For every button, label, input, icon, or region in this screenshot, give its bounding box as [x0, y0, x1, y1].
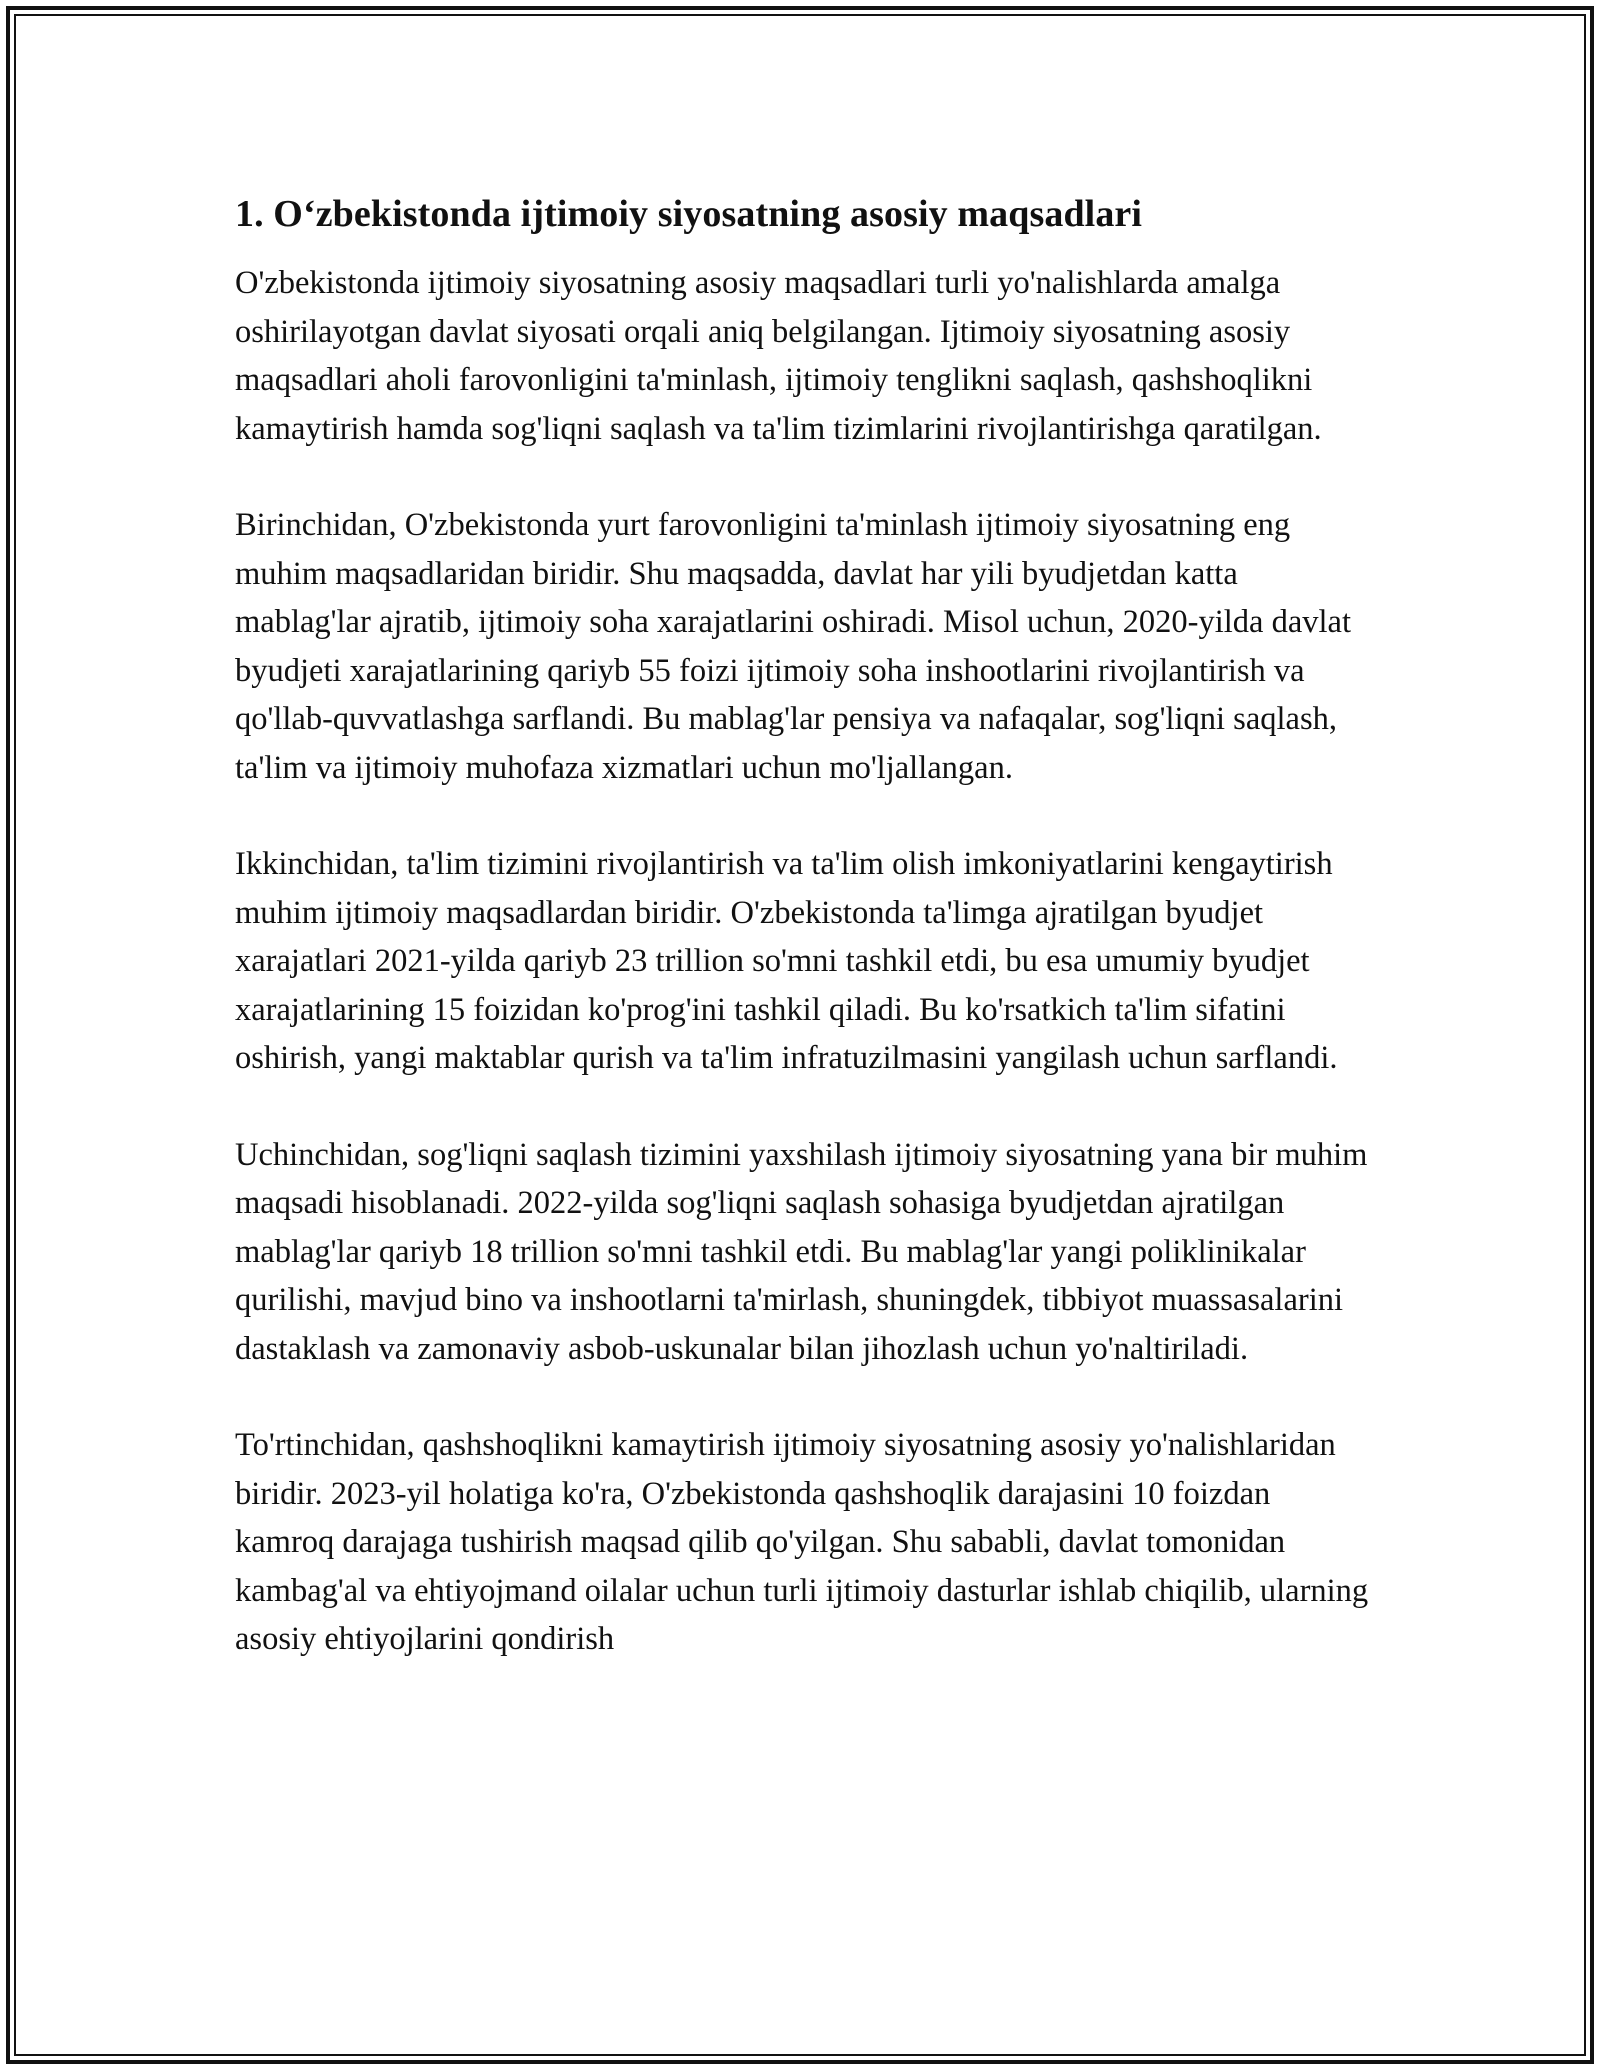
document-body [235, 183, 1375, 1712]
paragraph-first-point: Birinchidan, O'zbekistonda yurt farovonligini ta'minlash ijtimoiy siyosatning eng muhim maqsadlaridan biridir. Shu maqsadda, davlat har yili byudjetdan katta mablag'lar ajratib, ijtimoiy soha xarajatlarini oshiradi. Misol uchun, 2020-yilda davlat byudjeti xarajatlarining qariyb 55 foizi ijtimoiy soha inshootlarini rivojlantirish va qo'llab-quvvatlashga sarflandi. Bu mablag'lar pensiya va nafaqalar, sog'liqni saqlash, ta'lim va ijtimoiy muhofaza xizmatlari uchun mo'ljallangan. [235, 507, 1351, 786]
paragraph-second-point: Ikkinchidan, ta'lim tizimini rivojlantirish va ta'lim olish imkoniyatlarini kengaytirish muhim ijtimoiy maqsadlardan biridir. O'zbekistonda ta'limga ajratilgan byudjet xarajatlari 2021-yilda qariyb 23 trillion so'mni tashkil etdi, bu esa umumiy byudjet xarajatlarining 15 foizidan ko'prog'ini tashkil qiladi. Bu ko'rsatkich ta'lim sifatini oshirish, yangi maktablar qurish va ta'lim infratuzilmasini yangilash uchun sarflandi. [235, 846, 1338, 1076]
paragraph-third-point: Uchinchidan, sog'liqni saqlash tizimini yaxshilash ijtimoiy siyosatning yana bir muhim maqsadi hisoblanadi. 2022-yilda sog'liqni saqlash sohasiga byudjetdan ajratilgan mablag'lar qariyb 18 trillion so'mni tashkil etdi. Bu mablag'lar yangi poliklinikalar qurilishi, mavjud bino va inshootlarni ta'mirlash, shuningdek, tibbiyot muassasalarini dastaklash va zamonaviy asbob-uskunalar bilan jihozlash uchun yo'naltiriladi. [235, 1136, 1368, 1367]
section-heading: 1. O‘zbekistonda ijtimoiy siyosatning asosiy maqsadlari [235, 193, 1143, 235]
paragraph-fourth-point: To'rtinchidan, qashshoqlikni kamaytirish ijtimoiy siyosatning asosiy yo'nalishlaridan biridir. 2023-yil holatiga ko'ra, O'zbekistonda qashshoqlik darajasini 10 foizdan kamroq darajaga tushirish maqsad qilib qo'yilgan. Shu sababli, davlat tomonidan kambag'al va ehtiyojmand oilalar uchun turli ijtimoiy dasturlar ishlab chiqilib, ularning asosiy ehtiyojlarini qondirish [235, 1427, 1369, 1657]
paragraph-intro: O'zbekistonda ijtimoiy siyosatning asosiy maqsadlari turli yo'nalishlarda amalga oshirilayotgan davlat siyosati orqali aniq belgilangan. Ijtimoiy siyosatning asosiy maqsadlari aholi farovonligini ta'minlash, ijtimoiy tenglikni saqlash, qashshoqlikni kamaytirish hamda sog'liqni saqlash va ta'lim tizimlarini rivojlantirishga qaratilgan. [235, 265, 1322, 447]
